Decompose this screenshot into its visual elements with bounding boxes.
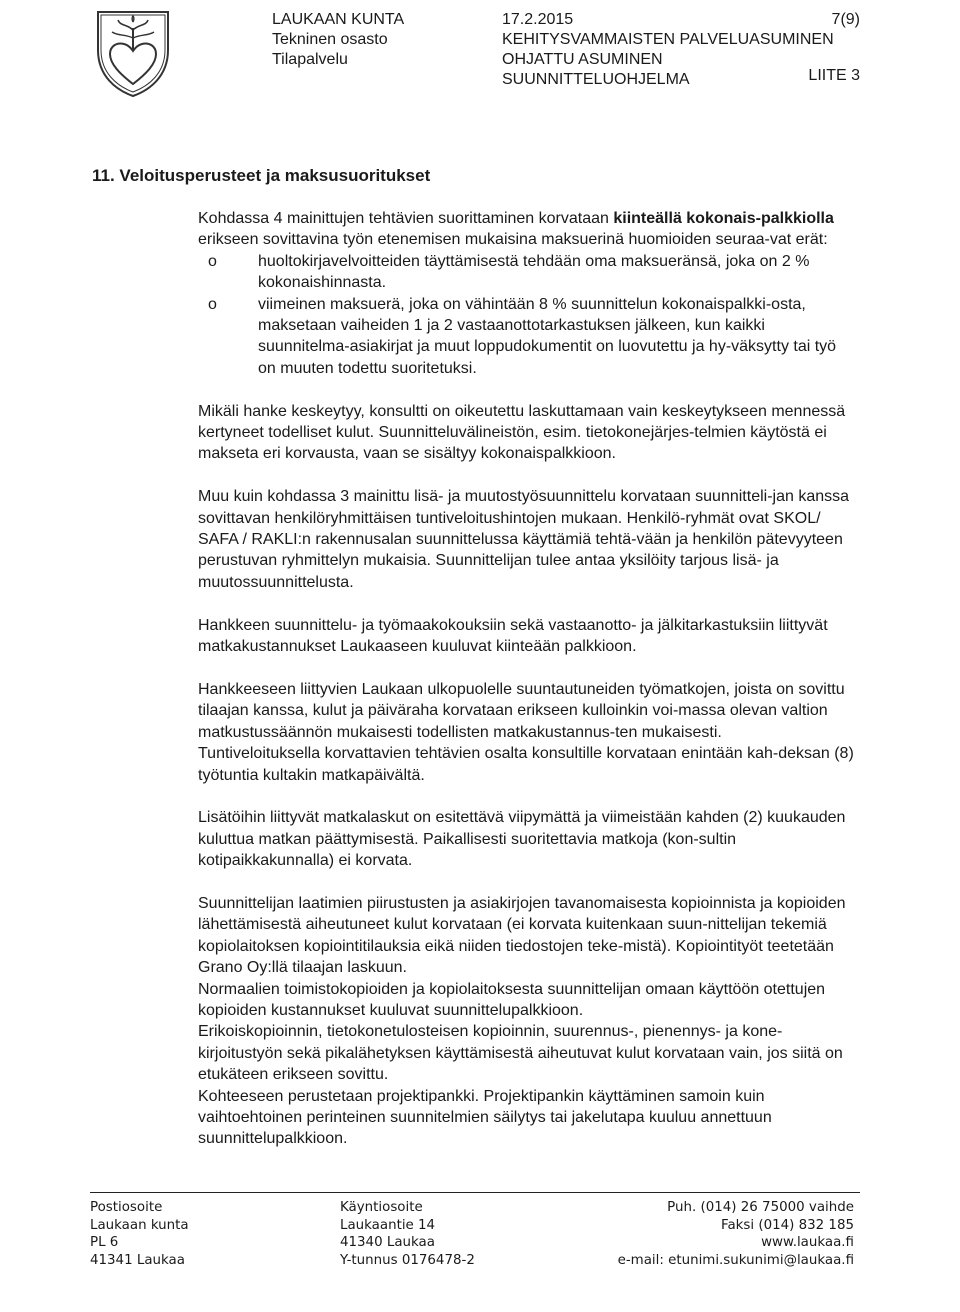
footer-email-link[interactable]: e-mail: etunimi.sukunimi@laukaa.fi xyxy=(617,1252,854,1268)
document-title-line-1: KEHITYSVAMMAISTEN PALVELUASUMINEN xyxy=(502,31,834,48)
footer-postal-line: Laukaan kunta xyxy=(90,1217,189,1233)
footer-phone: Puh. (014) 26 75000 vaihde xyxy=(667,1200,854,1215)
municipality-crest-logo xyxy=(92,6,174,98)
footer-divider xyxy=(90,1192,860,1193)
page-number: 7(9) xyxy=(831,11,860,28)
organization-name: LAUKAAN KUNTA xyxy=(272,11,405,28)
department-name: Tekninen osasto xyxy=(272,31,388,48)
organization-block xyxy=(272,10,404,70)
footer-postal-heading: Postiosoite xyxy=(90,1200,163,1215)
bullet-marker: o xyxy=(208,295,217,313)
intro-text-continued: erikseen sovittavina työn etenemisen mukaisina maksuerinä huomioiden seuraa-vat erät: xyxy=(198,231,828,249)
intro-text: Kohdassa 4 mainittujen tehtävien suorittaminen korvataan xyxy=(198,210,614,227)
footer-visiting-line: Laukaantie 14 xyxy=(340,1217,436,1233)
list-item xyxy=(198,294,858,380)
intro-paragraph xyxy=(198,208,858,251)
attachment-label: LIITE 3 xyxy=(808,67,860,84)
footer-postal-address xyxy=(90,1199,189,1269)
footer-visiting-address xyxy=(340,1199,475,1269)
section-title: 11. Veloitusperusteet ja maksusuoritukset xyxy=(92,166,431,185)
intro-bold-text: kiinteällä kokonais-palkkiolla xyxy=(613,210,834,227)
footer-business-id: Y-tunnus 0176478-2 xyxy=(340,1252,475,1268)
paragraph-project-bank: Kohteeseen perustetaan projektipankki. Projektipankin käyttäminen samoin kuin vaihtoehtoinen perinteinen suunnitelmien säilytys tai jakelutapa kuuluu annettuun suunnittelupalkkioon. xyxy=(198,1087,772,1148)
paragraph-office-copies: Normaalien toimistokopioiden ja kopiolaitoksesta suunnittelijan omaan käyttöön otettujen kopioiden kustannukset kuuluvat suunnittelupalkkioon. xyxy=(198,980,826,1019)
footer-contact-info xyxy=(618,1199,854,1269)
paragraph-extra-travel: Lisätöihin liittyvät matkalaskut on esitettävä viipymättä ja viimeistään kahden (2) kuukauden kuluttua matkan päättymisestä. Paikallisesti suoritettavia matkoja (kon-sultin kotipaikkakunnalla) ei korvata. xyxy=(198,809,846,870)
document-date: 17.2.2015 xyxy=(502,11,574,28)
paragraph-hourly-travel: Tuntiveloituksella korvattavien tehtävien osalta konsultille korvataan enintään kah-deksan (8) työtuntia kultakin matkapäivältä. xyxy=(198,745,854,784)
document-body xyxy=(198,208,858,1150)
document-title-line-2: OHJATTU ASUMINEN xyxy=(502,51,663,68)
list-item-text: huoltokirjavelvoitteiden täyttämisestä tehdään oma maksueränsä, joka on 2 % kokonaishinnasta. xyxy=(258,252,810,292)
footer-visiting-line: 41340 Laukaa xyxy=(340,1235,435,1250)
paragraph-suspension: Mikäli hanke keskeytyy, konsultti on oikeutettu laskuttamaan vain keskeytykseen mennessä kertyneet todelliset kulut. Suunnitteluvälineistön, esim. tietokonejärjes-telmien käytöstä ei makseta eri korvausta, vaan se sisältyy kokonaispalkkioon. xyxy=(198,402,846,463)
list-item xyxy=(198,251,858,294)
paragraph-additional-work: Muu kuin kohdassa 3 mainittu lisä- ja muutostyösuunnittelu korvataan suunnitteli-jan kanssa sovittavan henkilöryhmittäisen tuntiveloitushintojen mukaan. Henkilö-ryhmät ovat SKOL/ SAFA / RAKLI:n rakennusalan suunnittelussa käyttämiä tehtä-vään ja henkilön pätevyyteen perustuvan ryhmittelyn mukaisia. Suunnittelijan tulee antaa yksilöity tarjous lisä- ja muutossuunnittelusta. xyxy=(198,488,850,591)
document-title-line-3: SUUNNITTELUOHJELMA xyxy=(502,71,690,88)
footer-website-link[interactable]: www.laukaa.fi xyxy=(761,1235,854,1250)
footer-postal-line: PL 6 xyxy=(90,1235,119,1250)
paragraph-special-copying: Erikoiskopioinnin, tietokonetulosteisen kopioinnin, suurennus-, pienennys- ja kone-kirjoitustyön sekä pikalähetyksen käyttämisestä aiheutuvat kulut korvataan vain, jos siitä on etukäteen erikseen sovittu. xyxy=(198,1023,843,1084)
payment-installment-list xyxy=(198,251,858,379)
paragraph-travel-costs: Hankkeeseen liittyvien Laukaan ulkopuolelle suuntautuneiden työmatkojen, joista on sovittu tilaajan kanssa, kulut ja päiväraha korvataan erikseen kulloinkin voi-massa olevan valtion matkustussäännön mukaisesti todellisten matkakustannus-ten mukaisesti. xyxy=(198,680,845,741)
footer-visiting-heading: Käyntiosoite xyxy=(340,1200,423,1215)
footer-fax: Faksi (014) 832 185 xyxy=(720,1217,854,1233)
bullet-marker: o xyxy=(208,252,217,270)
paragraph-meeting-costs: Hankkeen suunnittelu- ja työmaakokouksiin sekä vastaanotto- ja jälkitarkastuksiin liittyvät matkakustannukset Laukaaseen kuuluvat kiinteään palkkioon. xyxy=(198,616,828,656)
unit-name: Tilapalvelu xyxy=(272,51,348,68)
document-info-block xyxy=(502,10,834,90)
paragraph-copying: Suunnittelijan laatimien piirustusten ja asiakirjojen tavanomaisesta kopioinnista ja kopioiden lähettämisestä aiheutuneet kulut korvataan (ei korvata kuitenkaan suun-nittelijan tekemiä kopiolaitoksen kopiointitilauksia eikä niiden tiedostojen teke-mistä). Kopiointityöt teetetään Grano Oy:llä tilaajan laskuun. xyxy=(198,894,846,977)
list-item-text: viimeinen maksuerä, joka on vähintään 8 % suunnittelun kokonaispalkki-osta, maksetaan vaiheiden 1 ja 2 vastaanottotarkastuksen jälkeen, kun kaikki suunnitelma-asiakirjat ja muut loppudokumentit on luovutettu ja hy-väksytty tai työ on muuten todettu suoritetuksi. xyxy=(258,295,837,377)
footer-postal-line: 41341 Laukaa xyxy=(90,1252,185,1268)
